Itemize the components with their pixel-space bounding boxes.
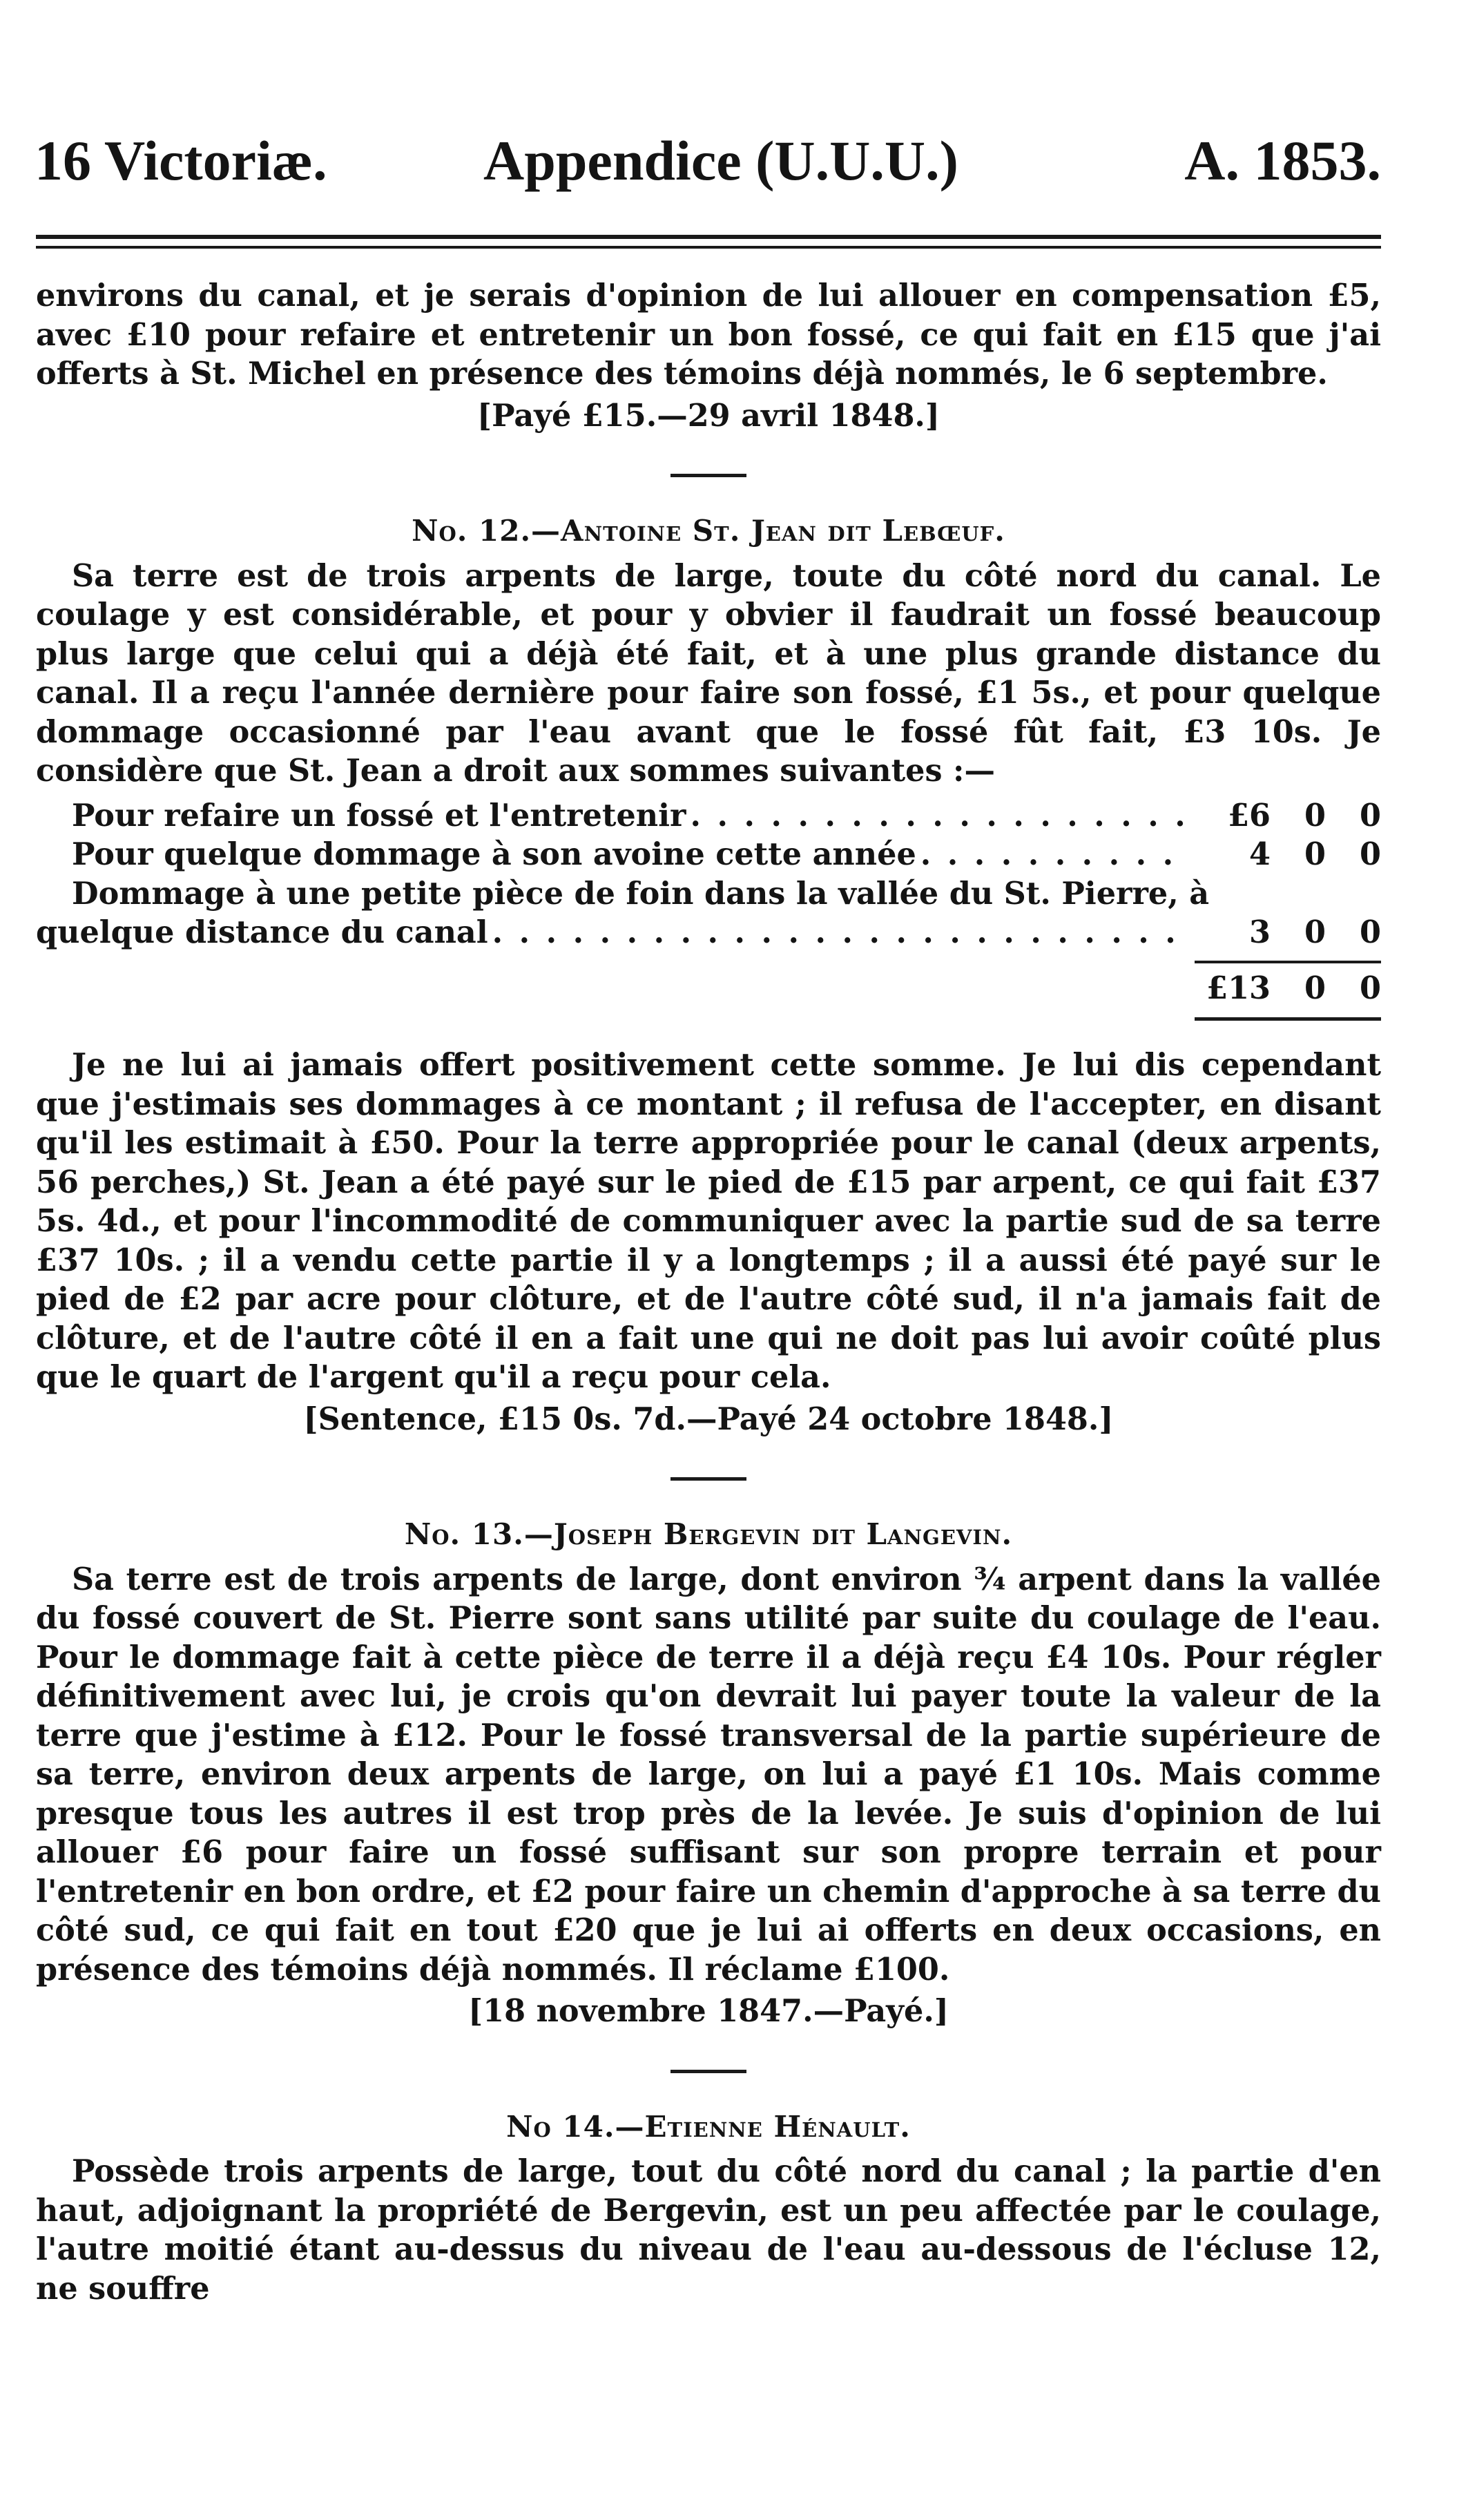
case-13-title: No. 13.—Joseph Bergevin dit Langevin. (404, 1517, 1013, 1551)
header-appendix: Appendice (U.U.U.) (483, 129, 958, 192)
amount-pence: 0 (1360, 836, 1381, 872)
intro-citation: [Payé £15.—29 avril 1848.] (477, 397, 940, 434)
case-12-paragraph-2: Je ne lui ai jamais offert positivement cette somme. Je lui dis cependant que j'estimais ses dommages à ce montant ; il refusa de l'accepter, en disant qu'il les estimait à £50. Pour la terre appropriée pour le canal (deux arpents, 56 perches,) St. Jean a été payé sur le pied de £15 par arpent, ce qui fait £37 5s. 4d., et pour l'incommodité de communiquer avec la partie sud de sa terre £37 10s. ; il a vendu cette partie il y a longtemps ; il a aussi été payé sur le pied de £2 par acre pour clôture, et de l'autre côté sud, il n'a jamais fait de clôture, et de l'autre côté il en a fait une qui ne doit pas lui avoir coûté plus que le quart de l'argent qu'il a reçu pour cela. (36, 1047, 1381, 1395)
leader-dots (492, 913, 1190, 952)
case-12-paragraph-1: Sa terre est de trois arpents de large, toute du côté nord du canal. Le coulage y est considérable, et pour y obvier il faudrait un fossé beaucoup plus large que celui qui a déjà été fait, et à une plus grande distance du canal. Il a reçu l'année dernière pour faire son fossé, £1 5s., et pour quelque dommage occasionné par l'eau avant que le fossé fût fait, £3 10s. Je considère que St. Jean a droit aux sommes suivantes :— (36, 557, 1381, 789)
leader-dots (691, 796, 1190, 836)
claim-label-line-2: quelque distance du canal (36, 914, 488, 950)
intro-paragraph: environs du canal, et je serais d'opinion de lui allouer en compensation £5, avec £10 pour refaire et entretenir un bon fossé, ce qui fait en £15 que j'ai offerts à St. Michel en présence des témoins déjà nommés, le 6 septembre. (36, 278, 1381, 392)
header-session: 16 Victoriæ. (35, 129, 327, 192)
section-separator (670, 2070, 746, 2073)
claim-amount (1195, 796, 1381, 836)
case-14-paragraph-1: Possède trois arpents de large, tout du côté nord du canal ; la partie d'en haut, adjoignant la propriété de Bergevin, est un peu affectée par le coulage, l'autre moitié étant au-dessus du niveau de l'eau au-dessous de l'écluse 12, ne souffre (36, 2153, 1381, 2307)
claim-item (36, 913, 1381, 952)
amount-pence: 0 (1360, 797, 1381, 834)
case-12-citation: [Sentence, £15 0s. 7d.—Payé 24 octobre 1848.] (303, 1401, 1114, 1437)
section-separator (670, 474, 746, 477)
amount-shillings: 0 (1304, 836, 1326, 872)
page-content (36, 276, 1381, 2308)
claim-label-line-1: Dommage à une petite pièce de foin dans la vallée du St. Pierre, à (72, 875, 1210, 912)
claim-label: Pour quelque dommage à son avoine cette année (72, 836, 916, 872)
case-12-claims-list (36, 796, 1381, 1021)
amount-shillings: 0 (1304, 914, 1326, 950)
section-separator (670, 1477, 746, 1481)
total-amount (1195, 969, 1381, 1008)
page-header (35, 123, 1381, 199)
claim-item (36, 835, 1381, 874)
amount-pence: 0 (1360, 914, 1381, 950)
leader-dots (920, 835, 1190, 874)
amount-pounds: 4 (1249, 836, 1271, 872)
claim-label: Pour refaire un fossé et l'entretenir (72, 797, 686, 834)
header-year: A. 1853. (1184, 129, 1381, 192)
total-rule (1195, 1017, 1381, 1021)
header-double-rule (36, 235, 1381, 249)
total-shillings: 0 (1304, 970, 1326, 1006)
total-pounds: £13 (1206, 970, 1271, 1006)
claims-total (36, 969, 1381, 1008)
case-14-title: No 14.—Etienne Hénault. (506, 2109, 911, 2144)
case-12-title: No. 12.—Antoine St. Jean dit Lebœuf. (412, 514, 1005, 548)
claim-amount (1195, 913, 1381, 952)
total-pence: 0 (1360, 970, 1381, 1006)
amount-pounds: 3 (1249, 914, 1271, 950)
case-13-paragraph-1: Sa terre est de trois arpents de large, dont environ ¾ arpent dans la vallée du fossé couvert de St. Pierre sont sans utilité par suite du coulage de l'eau. Pour le dommage fait à cette pièce de terre il a déjà reçu £4 10s. Pour régler définitivement avec lui, je crois qu'on devrait lui payer toute la valeur de la terre que j'estime à £12. Pour le fossé transversal de la partie supérieure de sa terre, environ deux arpents de large, on lui a payé £1 10s. Mais comme presque tous les autres il est trop près de la levée. Je suis d'opinion de lui allouer £6 pour faire un fossé suffisant sur son propre terrain et pour l'entretenir en bon ordre, et £2 pour faire un chemin d'approche à sa terre du côté sud, ce qui fait en tout £20 que je lui ai offerts en deux occasions, en présence des témoins déjà nommés. Il réclame £100. (36, 1561, 1381, 1988)
claim-item (36, 796, 1381, 836)
case-13-citation: [18 novembre 1847.—Payé.] (468, 1993, 949, 2029)
claim-amount (1195, 835, 1381, 874)
amount-pounds: £6 (1228, 797, 1271, 834)
amount-shillings: 0 (1304, 797, 1326, 834)
sum-rule (1195, 961, 1381, 963)
